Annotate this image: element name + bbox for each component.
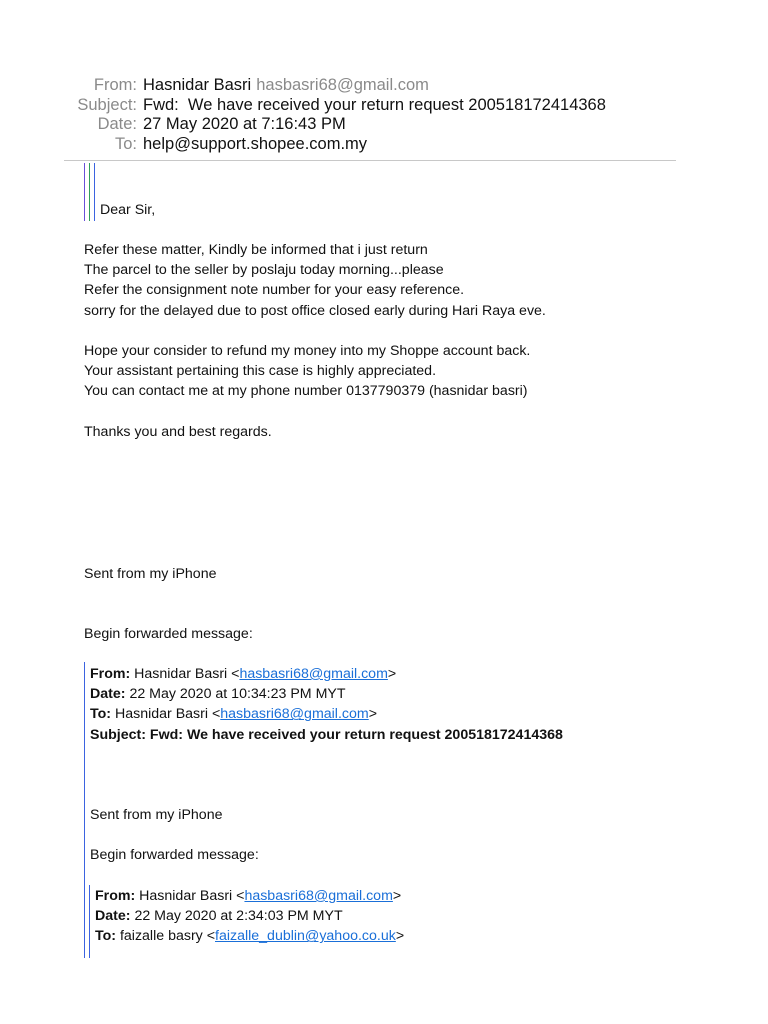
forward-from-label: From:	[95, 888, 136, 904]
header-divider	[64, 160, 676, 161]
forward-signature: Sent from my iPhone	[90, 807, 223, 823]
forward-from-row	[90, 664, 563, 684]
forward-subject: Fwd: We have received your return request 200518172414368	[149, 726, 563, 743]
body-paragraph-2	[84, 341, 530, 402]
forward-date-label: Date:	[95, 908, 131, 925]
forward-subject-label: Subject:	[90, 726, 146, 743]
body-line: sorry for the delayed due to post office closed early during Hari Raya eve.	[84, 302, 546, 319]
forward-from-email-link[interactable]: hasbasri68@gmail.com	[239, 666, 388, 682]
body-line: Hope your consider to refund my money into my Shoppe account back.	[84, 343, 531, 359]
forward-date-row	[95, 906, 404, 926]
forward-intro: Begin forwarded message:	[84, 626, 253, 642]
header-subject-label: Subject:	[77, 95, 137, 114]
body-line: Your assistant pertaining this case is highly appreciated.	[84, 363, 437, 380]
forward-to-close: >	[395, 928, 405, 945]
header-from-email[interactable]: hasbasri68@gmail.com	[256, 76, 429, 95]
forward-date-row	[90, 684, 563, 704]
header-from-name: Hasnidar Basri	[143, 76, 252, 95]
forward-to-label: To:	[90, 706, 112, 723]
quote-bar	[89, 163, 90, 221]
quote-bar	[94, 163, 95, 221]
body-line: Refer the consignment note number for your easy reference.	[84, 282, 465, 299]
header-from-label: From:	[93, 76, 137, 95]
header-subject: Fwd: We have received your return request 200518172414368	[143, 95, 606, 114]
forward-to-email-link[interactable]: hasbasri68@gmail.com	[220, 706, 369, 723]
forward-to-close: >	[368, 706, 378, 723]
header-from-row	[60, 76, 680, 96]
header-date-row	[60, 115, 680, 135]
quote-bar	[84, 662, 85, 958]
forward-date-label: Date:	[90, 686, 126, 703]
header-subject-row	[60, 96, 680, 116]
body-line: Refer these matter, Kindly be informed that i just return	[84, 242, 428, 258]
forward-to-email-link[interactable]: faizalle_dublin@yahoo.co.uk	[215, 928, 396, 945]
header-to[interactable]: help@support.shopee.com.my	[143, 134, 368, 153]
forward-from-label: From:	[90, 666, 131, 682]
closing: Thanks you and best regards.	[84, 424, 272, 440]
header-date-label: Date:	[97, 115, 137, 134]
header-to-row	[60, 135, 680, 155]
forward-subject-row	[90, 725, 563, 745]
header-date: 27 May 2020 at 7:16:43 PM	[143, 115, 346, 134]
forward-from-row	[95, 886, 404, 906]
forward-to-name: Hasnidar Basri <	[114, 706, 221, 723]
body-line: The parcel to the seller by poslaju today morning...please	[84, 262, 444, 279]
forward-to-row	[90, 704, 563, 724]
forward-from-close: >	[387, 666, 397, 682]
body-line: You can contact me at my phone number 0137790379 (hasnidar basri)	[84, 383, 528, 400]
forward-to-row	[95, 926, 404, 946]
quote-bar	[84, 163, 85, 221]
header-to-label: To:	[114, 134, 137, 153]
quote-bar	[89, 885, 90, 958]
forward-from-email-link[interactable]: hasbasri68@gmail.com	[244, 888, 393, 904]
forward-block-1	[90, 664, 563, 745]
mail-header	[60, 76, 680, 154]
forward-block-2	[95, 886, 404, 947]
body-paragraph-1	[84, 240, 546, 321]
forward-date: 22 May 2020 at 10:34:23 PM MYT	[129, 686, 346, 703]
greeting: Dear Sir,	[100, 202, 156, 218]
forward-from-name: Hasnidar Basri <	[139, 888, 245, 904]
forward-date: 22 May 2020 at 2:34:03 PM MYT	[134, 908, 343, 925]
forward-intro-nested: Begin forwarded message:	[90, 847, 259, 863]
forward-from-close: >	[392, 888, 402, 904]
forward-to-name: faizalle basry <	[119, 928, 215, 945]
forward-to-label: To:	[95, 928, 117, 945]
forward-from-name: Hasnidar Basri <	[134, 666, 240, 682]
signature: Sent from my iPhone	[84, 566, 217, 582]
